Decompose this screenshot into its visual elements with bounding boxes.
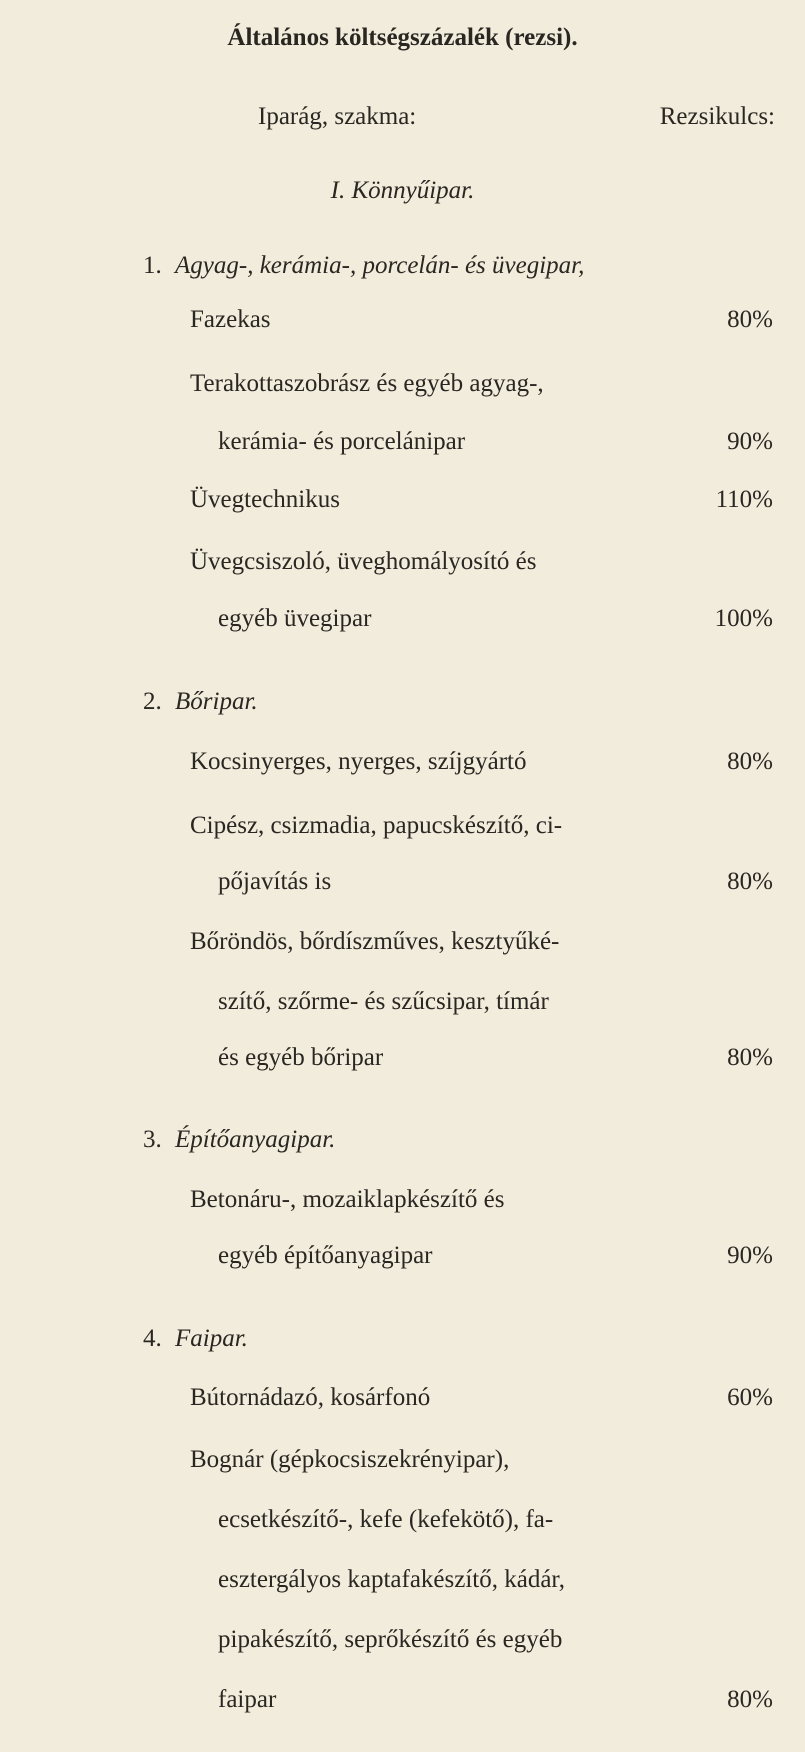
part-heading: I. Könnyűipar. bbox=[330, 177, 475, 204]
entry-rate: 80% bbox=[727, 1686, 773, 1713]
entry-line: Bútornádazó, kosárfonó bbox=[190, 1384, 431, 1411]
entry-line: Üvegcsiszoló, üveghomályosító és bbox=[190, 548, 537, 575]
entry-line: pipakészítő, seprőkészítő és egyéb bbox=[218, 1626, 563, 1653]
entry-line: Bognár (gépkocsiszekrényipar), bbox=[190, 1446, 510, 1473]
column-header-industry: Iparág, szakma: bbox=[258, 103, 417, 130]
entry-line: Kocsinyerges, nyerges, szíjgyártó bbox=[190, 748, 527, 775]
entry-rate: 80% bbox=[727, 748, 773, 775]
entry-rate: 100% bbox=[714, 605, 773, 632]
entry-line: Bőröndös, bőrdíszműves, kesztyűké- bbox=[190, 928, 560, 955]
entry-rate: 80% bbox=[727, 306, 773, 333]
entry-line: és egyéb bőripar bbox=[218, 1044, 384, 1071]
entry-line: egyéb üvegipar bbox=[218, 605, 372, 632]
section-name: Agyag-, kerámia-, porcelán- és üvegipar, bbox=[175, 252, 585, 279]
entry-rate: 60% bbox=[727, 1384, 773, 1411]
entry-line: Fazekas bbox=[190, 306, 271, 333]
entry-rate: 80% bbox=[727, 1044, 773, 1071]
entry-line: Cipész, csizmadia, papucskészítő, ci- bbox=[190, 812, 563, 839]
entry-line: pőjavítás is bbox=[218, 868, 332, 895]
section-heading bbox=[143, 1126, 335, 1154]
entry-line: Terakottaszobrász és egyéb agyag-, bbox=[190, 370, 544, 397]
section-name: Építőanyagipar. bbox=[175, 1126, 336, 1153]
page-title: Általános költségszázalék (rezsi). bbox=[227, 24, 578, 51]
entry-line: kerámia- és porcelánipar bbox=[218, 428, 466, 455]
section-heading bbox=[143, 1325, 248, 1353]
section-name: Bőripar. bbox=[175, 688, 258, 715]
entry-line: faipar bbox=[218, 1686, 277, 1713]
section-number: 1. bbox=[143, 252, 162, 279]
entry-rate: 80% bbox=[727, 868, 773, 895]
entry-line: Üvegtechnikus bbox=[190, 486, 340, 513]
entry-line: Betonáru-, mozaiklapkészítő és bbox=[190, 1186, 505, 1213]
entry-line: esztergályos kaptafakészítő, kádár, bbox=[218, 1566, 565, 1593]
section-number: 4. bbox=[143, 1325, 162, 1352]
column-header-rate: Rezsikulcs: bbox=[659, 103, 775, 130]
entry-line: ecsetkészítő-, kefe (kefekötő), fa- bbox=[218, 1506, 554, 1533]
section-name: Faipar. bbox=[175, 1325, 248, 1352]
entry-rate: 90% bbox=[727, 1242, 773, 1269]
entry-rate: 110% bbox=[715, 486, 773, 513]
section-heading bbox=[143, 252, 584, 280]
entry-line: szítő, szőrme- és szűcsipar, tímár bbox=[218, 988, 549, 1015]
entry-rate: 90% bbox=[727, 428, 773, 455]
section-heading bbox=[143, 688, 258, 716]
section-number: 3. bbox=[143, 1126, 162, 1153]
section-number: 2. bbox=[143, 688, 162, 715]
entry-line: egyéb építőanyagipar bbox=[218, 1242, 433, 1269]
